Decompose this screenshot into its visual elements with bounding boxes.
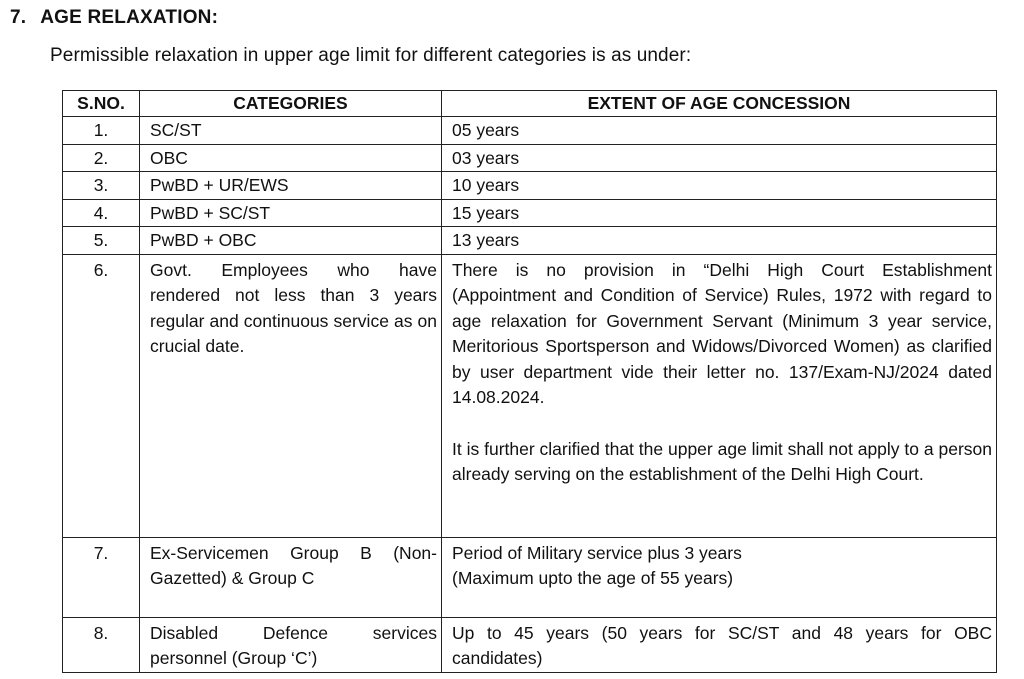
row-extent <box>442 254 997 537</box>
table-row <box>63 172 997 200</box>
row-category: Govt. Employees who have rendered not less than 3 years regular and continuous service as on crucial date. <box>140 254 442 537</box>
row-category: PwBD + UR/EWS <box>140 172 442 200</box>
section-number: 7. <box>10 7 27 28</box>
table-row <box>63 617 997 672</box>
table-row <box>63 144 997 172</box>
table-row <box>63 537 997 617</box>
table-header-row <box>63 91 997 117</box>
age-relaxation-table <box>62 90 997 673</box>
extent-paragraph-1: There is no provision in “Delhi High Court Establishment (Appointment and Condition of Service) Rules, 1972 with regard to age relaxation for Government Servant (Minimum 3 year service, Meritorious Sportsperson and Widows/Divorced Women) as clarified by user department vide their letter no. 137/Exam-NJ/2024 dated 14.08.2024. <box>452 259 992 407</box>
extent-paragraph-2: It is further clarified that the upper age limit shall not apply to a person already serving on the establishment of the Delhi High Court. <box>452 438 992 484</box>
header-sno: S.NO. <box>63 91 140 117</box>
table-row <box>63 117 997 145</box>
row-category: Ex-Servicemen Group B (Non-Gazetted) & Group C <box>140 537 442 617</box>
row-sno: 8. <box>63 617 140 672</box>
table-row <box>63 199 997 227</box>
row-category: PwBD + SC/ST <box>140 199 442 227</box>
section-title: AGE RELAXATION: <box>40 7 219 28</box>
row-category: PwBD + OBC <box>140 227 442 255</box>
row-extent <box>442 537 997 617</box>
row-category: Disabled Defence services personnel (Group ‘C’) <box>140 617 442 672</box>
row-sno: 3. <box>63 172 140 200</box>
table-row <box>63 254 997 537</box>
row-sno: 2. <box>63 144 140 172</box>
row-sno: 7. <box>63 537 140 617</box>
row-extent: 03 years <box>442 144 997 172</box>
extent-paragraph-1: Period of Military service plus 3 years <box>452 542 742 563</box>
intro-text: Permissible relaxation in upper age limit for different categories is as under: <box>50 45 692 66</box>
row-category: OBC <box>140 144 442 172</box>
row-extent: 10 years <box>442 172 997 200</box>
row-sno: 5. <box>63 227 140 255</box>
row-extent: 13 years <box>442 227 997 255</box>
row-sno: 4. <box>63 199 140 227</box>
header-categories: CATEGORIES <box>140 91 442 117</box>
paragraph-gap <box>452 411 992 437</box>
table-row <box>63 227 997 255</box>
row-extent: 05 years <box>442 117 997 145</box>
row-sno: 1. <box>63 117 140 145</box>
row-extent: 15 years <box>442 199 997 227</box>
extent-paragraph-2: (Maximum upto the age of 55 years) <box>452 568 734 588</box>
row-extent: Up to 45 years (50 years for SC/ST and 48 years for OBC candidates) <box>442 617 997 672</box>
row-category: SC/ST <box>140 117 442 145</box>
row-sno: 6. <box>63 254 140 537</box>
header-extent: EXTENT OF AGE CONCESSION <box>442 91 997 117</box>
section-heading <box>10 7 218 29</box>
